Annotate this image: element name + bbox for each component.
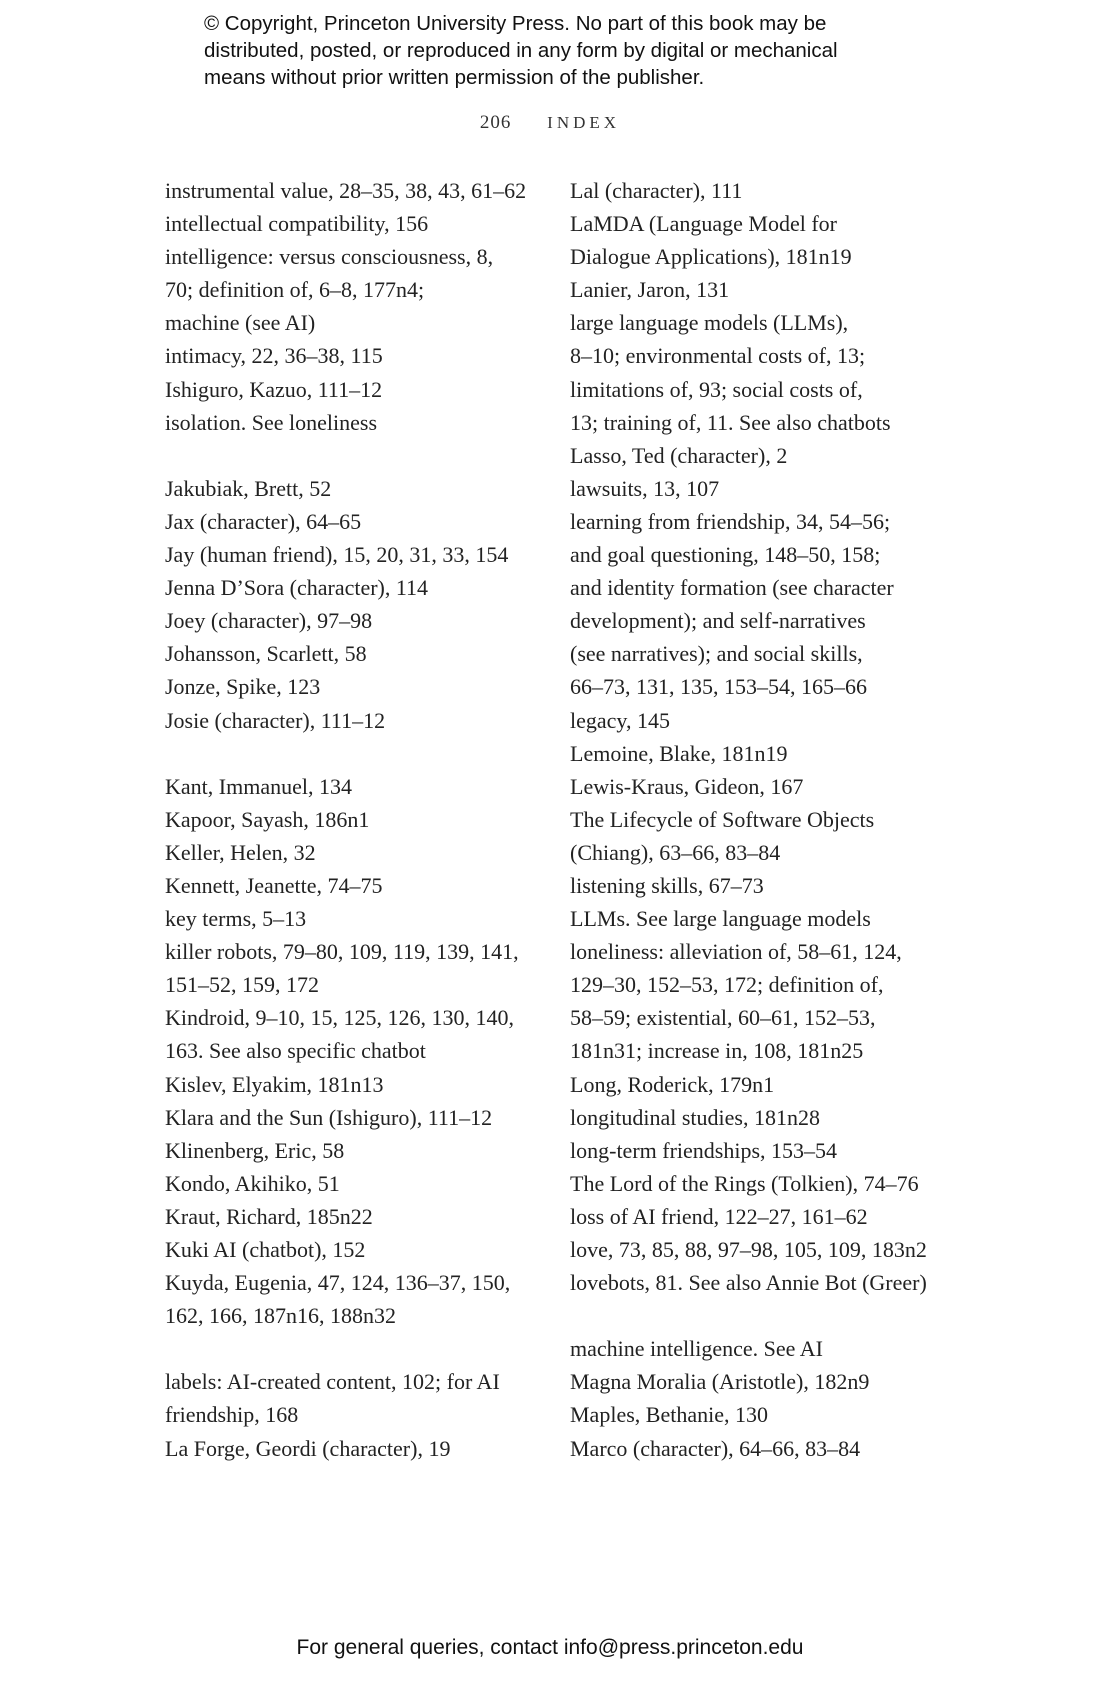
index-entry [165, 1068, 560, 1101]
index-entry [570, 207, 960, 273]
index-entry-line: (Chiang), 63–66, 83–84 [570, 839, 781, 865]
index-entry-line: Kindroid, 9–10, 15, 125, 126, 130, 140, [165, 1005, 514, 1031]
letter-group-gap [165, 737, 560, 770]
index-entry-line: Keller, Helen, 32 [165, 839, 316, 865]
index-entry-line: The Lifecycle of Software Objects [570, 806, 875, 832]
index-entry-line: killer robots, 79–80, 109, 119, 139, 141, [165, 939, 519, 965]
index-entry-line: loss of AI friend, 122–27, 161–62 [570, 1203, 868, 1229]
index-entry-line: development); and self-narratives [570, 608, 866, 634]
index-entry-line: Kondo, Akihiko, 51 [165, 1170, 340, 1196]
index-entry-line: longitudinal studies, 181n28 [570, 1104, 820, 1130]
index-entry-line: Magna Moralia (Aristotle), 182n9 [570, 1369, 870, 1395]
index-entry-line: Kislev, Elyakim, 181n13 [165, 1071, 384, 1097]
index-entry [165, 770, 560, 803]
index-entry [165, 1167, 560, 1200]
index-entry-line: Lewis-Kraus, Gideon, 167 [570, 773, 804, 799]
index-entry-line: Josie (character), 111–12 [165, 707, 386, 733]
index-entry [570, 803, 960, 869]
index-entry-line: limitations of, 93; social costs of, [570, 376, 863, 402]
index-entry-line: The Lord of the Rings (Tolkien), 74–76 [570, 1170, 919, 1196]
index-entry-line: intimacy, 22, 36–38, 115 [165, 343, 383, 369]
copyright-line: distributed, posted, or reproduced in any form by digital or mechanical [204, 39, 838, 62]
index-entry-line: intellectual compatibility, 156 [165, 211, 429, 237]
index-entry [165, 935, 560, 1001]
index-entry-line: 58–59; existential, 60–61, 152–53, [570, 1005, 876, 1031]
index-entry [165, 1134, 560, 1167]
index-entry-line: Dialogue Applications), 181n19 [570, 244, 852, 270]
index-entry-line: (see narratives); and social skills, [570, 641, 863, 667]
index-entry [165, 1101, 560, 1134]
letter-group-gap [165, 1332, 560, 1365]
index-entry [165, 670, 560, 703]
index-entry-line: La Forge, Geordi (character), 19 [165, 1435, 451, 1461]
index-entry-line: labels: AI-created content, 102; for AI [165, 1369, 500, 1395]
index-entry-line: 129–30, 152–53, 172; definition of, [570, 972, 884, 998]
index-entry [570, 1398, 960, 1431]
index-entry [165, 174, 560, 207]
index-entry [570, 1233, 960, 1266]
index-entry-line: large language models (LLMs), [570, 310, 849, 336]
index-entry [570, 472, 960, 505]
index-entry-line: Long, Roderick, 179n1 [570, 1071, 775, 1097]
index-entry [165, 406, 560, 439]
index-entry-line: love, 73, 85, 88, 97–98, 105, 109, 183n2 [570, 1237, 927, 1262]
copyright-line: © Copyright, Princeton University Press. No part of this book may be [204, 12, 827, 35]
index-entry-line: 66–73, 131, 135, 153–54, 165–66 [570, 674, 867, 700]
index-entry-line: Lasso, Ted (character), 2 [570, 442, 788, 468]
index-entry [570, 1101, 960, 1134]
copyright-line: means without prior written permission of the publisher. [204, 66, 705, 89]
index-entry [570, 1365, 960, 1398]
index-entry [165, 538, 560, 571]
letter-group-gap [165, 439, 560, 472]
index-entry [165, 373, 560, 406]
index-entry [570, 869, 960, 902]
index-entry-line: and identity formation (see character [570, 575, 894, 601]
index-entry-line: Kuyda, Eugenia, 47, 124, 136–37, 150, [165, 1270, 511, 1296]
index-entry-line: Jay (human friend), 15, 20, 31, 33, 154 [165, 542, 509, 568]
index-entry [570, 306, 960, 438]
index-entry-line: LaMDA (Language Model for [570, 211, 837, 237]
index-entry-line: friendship, 168 [165, 1402, 299, 1428]
index-entry-line: 151–52, 159, 172 [165, 972, 319, 998]
index-entry-line: Lal (character), 111 [570, 178, 743, 203]
index-entry [570, 1200, 960, 1233]
index-entry-line: Lanier, Jaron, 131 [570, 277, 730, 303]
index-entry-line: Jenna D’Sora (character), 114 [165, 575, 429, 601]
index-entry [570, 1332, 960, 1365]
index-entry-line: Kuki AI (chatbot), 152 [165, 1237, 366, 1262]
index-entry [165, 704, 560, 737]
index-entry [165, 1233, 560, 1266]
index-entry-line: key terms, 5–13 [165, 906, 307, 932]
index-entry [165, 902, 560, 935]
index-entry-line: Maples, Bethanie, 130 [570, 1402, 768, 1428]
index-entry [165, 1266, 560, 1332]
index-entry [570, 704, 960, 737]
index-entry [165, 637, 560, 670]
index-entry [165, 869, 560, 902]
index-entry-line: Kapoor, Sayash, 186n1 [165, 806, 370, 832]
index-entry-line: lawsuits, 13, 107 [570, 475, 720, 501]
index-entry [165, 803, 560, 836]
index-entry-line: legacy, 145 [570, 707, 670, 733]
index-entry [570, 439, 960, 472]
copyright-notice [204, 10, 924, 91]
index-entry [570, 174, 960, 207]
index-entry-line: 162, 166, 187n16, 188n32 [165, 1303, 396, 1329]
index-entry-line: machine intelligence. See AI [570, 1336, 823, 1362]
index-entry [570, 1134, 960, 1167]
index-entry-line: Kant, Immanuel, 134 [165, 773, 352, 799]
index-entry-line: 163. See also specific chatbot [165, 1038, 426, 1064]
index-entry-line: instrumental value, 28–35, 38, 43, 61–62 [165, 178, 527, 203]
index-entry-line: long-term friendships, 153–54 [570, 1137, 838, 1163]
index-entry-line: and goal questioning, 148–50, 158; [570, 542, 881, 568]
index-column-left [165, 174, 560, 1465]
index-entry [165, 240, 560, 339]
index-entry [165, 505, 560, 538]
footer-contact: For general queries, contact info@press.princeton.edu [296, 1636, 804, 1659]
index-entry [570, 737, 960, 770]
index-entry-line: machine (see AI) [165, 310, 316, 336]
index-entry-line: Jonze, Spike, 123 [165, 674, 321, 700]
index-entry-line: Kennett, Jeanette, 74–75 [165, 872, 383, 898]
index-entry [570, 1432, 960, 1465]
running-head [0, 112, 1100, 134]
index-entry [570, 902, 960, 935]
index-entry [165, 1001, 560, 1067]
index-entry [570, 1167, 960, 1200]
index-entry [165, 1432, 560, 1465]
index-entry-line: Klara and the Sun (Ishiguro), 111–12 [165, 1104, 493, 1130]
index-entry [165, 339, 560, 372]
index-entry [165, 207, 560, 240]
index-entry-line: Jakubiak, Brett, 52 [165, 475, 332, 501]
index-entry-line: Ishiguro, Kazuo, 111–12 [165, 376, 383, 402]
index-entry-line: listening skills, 67–73 [570, 872, 764, 898]
page-number: 206 [479, 112, 512, 133]
index-entry-line: 70; definition of, 6–8, 177n4; [165, 277, 425, 303]
index-entry [165, 1365, 560, 1431]
index-entry-line: Jax (character), 64–65 [165, 508, 362, 534]
index-entry [165, 1200, 560, 1233]
index-entry-line: LLMs. See large language models [570, 906, 871, 932]
letter-group-gap [570, 1299, 960, 1332]
index-entry [570, 1266, 960, 1299]
index-entry-line: Kraut, Richard, 185n22 [165, 1203, 373, 1229]
index-entry-line: lovebots, 81. See also Annie Bot (Greer) [570, 1270, 927, 1296]
index-entry [570, 935, 960, 1067]
index-entry [165, 604, 560, 637]
index-entry-line: Lemoine, Blake, 181n19 [570, 740, 788, 766]
index-entry-line: 13; training of, 11. See also chatbots [570, 409, 891, 435]
index-entry-line: 181n31; increase in, 108, 181n25 [570, 1038, 864, 1064]
index-entry-line: loneliness: alleviation of, 58–61, 124, [570, 939, 902, 965]
index-entry [165, 571, 560, 604]
index-entry-line: Joey (character), 97–98 [165, 608, 373, 634]
index-entry-line: Marco (character), 64–66, 83–84 [570, 1435, 861, 1461]
index-entry [570, 770, 960, 803]
section-title: INDEX [547, 113, 621, 132]
index-entry-line: Klinenberg, Eric, 58 [165, 1137, 345, 1163]
index-entry-line: Johansson, Scarlett, 58 [165, 641, 367, 667]
index-entry [165, 836, 560, 869]
index-entry-line: intelligence: versus consciousness, 8, [165, 244, 494, 270]
index-entry [570, 1068, 960, 1101]
index-entry-line: isolation. See loneliness [165, 409, 378, 435]
index-entry-line: learning from friendship, 34, 54–56; [570, 508, 891, 534]
index-entry [570, 273, 960, 306]
index-entry [570, 505, 960, 704]
index-entry-line: 8–10; environmental costs of, 13; [570, 343, 866, 369]
index-column-right [570, 174, 960, 1465]
index-entry [165, 472, 560, 505]
